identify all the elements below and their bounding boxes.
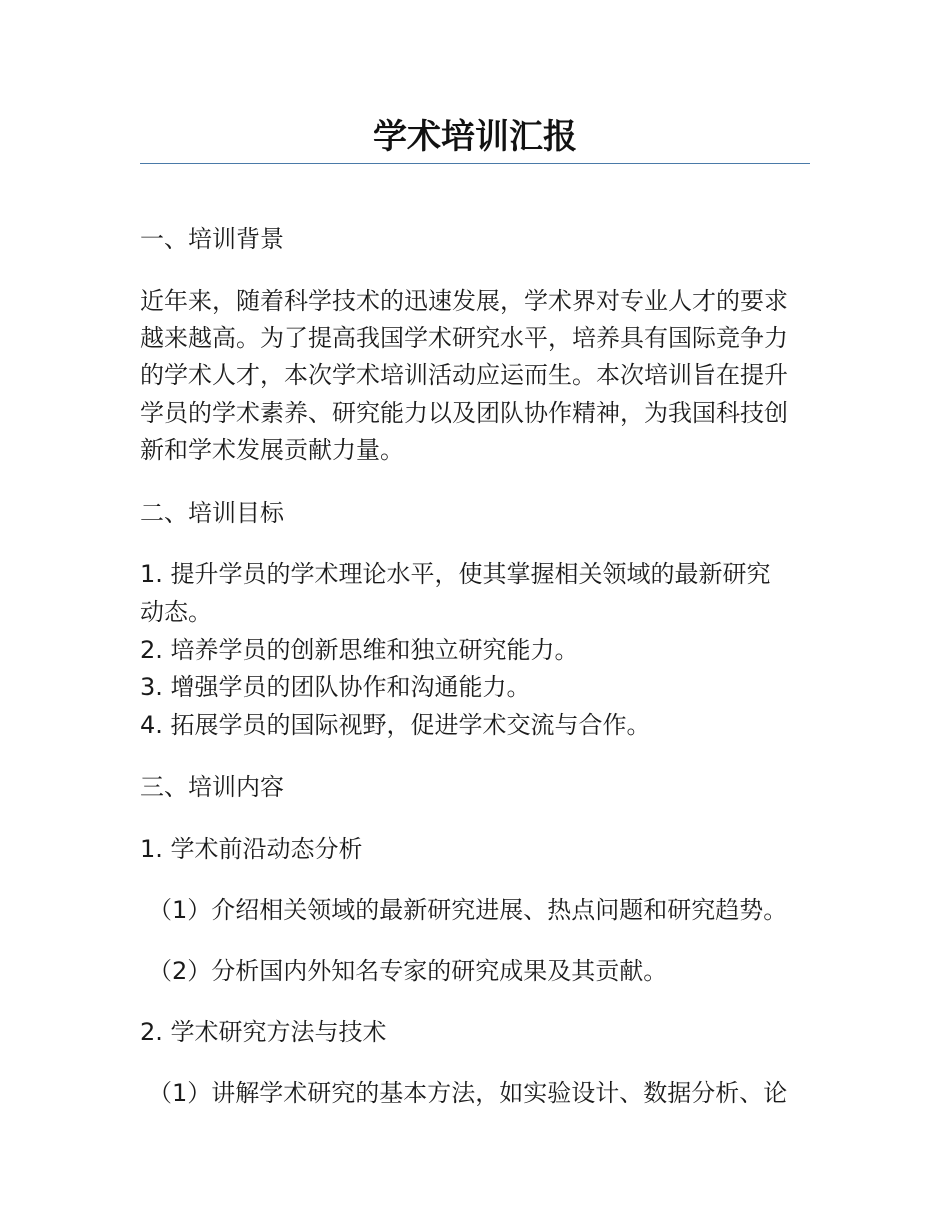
list-item: 1. 提升学员的学术理论水平，使其掌握相关领域的最新研究 — [140, 560, 771, 588]
section-heading-content: 三、培训内容 — [140, 773, 284, 801]
section-heading-goals: 二、培训目标 — [140, 499, 284, 527]
paragraph-line: 越来越高。为了提高我国学术研究水平，培养具有国际竞争力 — [140, 324, 788, 352]
list-item: 2. 培养学员的创新思维和独立研究能力。 — [140, 636, 579, 664]
paragraph-line: 的学术人才，本次学术培训活动应运而生。本次培训旨在提升 — [140, 361, 788, 389]
paragraph-line: 近年来，随着科学技术的迅速发展，学术界对专业人才的要求 — [140, 287, 788, 315]
document-title: 学术培训汇报 — [373, 117, 577, 157]
list-item: 4. 拓展学员的国际视野，促进学术交流与合作。 — [140, 711, 651, 739]
subsection-item: （1）介绍相关领域的最新研究进展、热点问题和研究趋势。 — [148, 896, 788, 924]
list-item: 3. 增强学员的团队协作和沟通能力。 — [140, 673, 531, 701]
subsection-item: （1）讲解学术研究的基本方法，如实验设计、数据分析、论 — [148, 1079, 788, 1107]
subsection-heading: 2. 学术研究方法与技术 — [140, 1018, 387, 1046]
title-underline — [140, 163, 810, 164]
paragraph-line: 新和学术发展贡献力量。 — [140, 436, 404, 464]
section-heading-background: 一、培训背景 — [140, 225, 284, 253]
paragraph-line: 学员的学术素养、研究能力以及团队协作精神，为我国科技创 — [140, 399, 788, 427]
subsection-item: （2）分析国内外知名专家的研究成果及其贡献。 — [148, 957, 668, 985]
list-item-continuation: 动态。 — [140, 598, 212, 626]
subsection-heading: 1. 学术前沿动态分析 — [140, 835, 363, 863]
